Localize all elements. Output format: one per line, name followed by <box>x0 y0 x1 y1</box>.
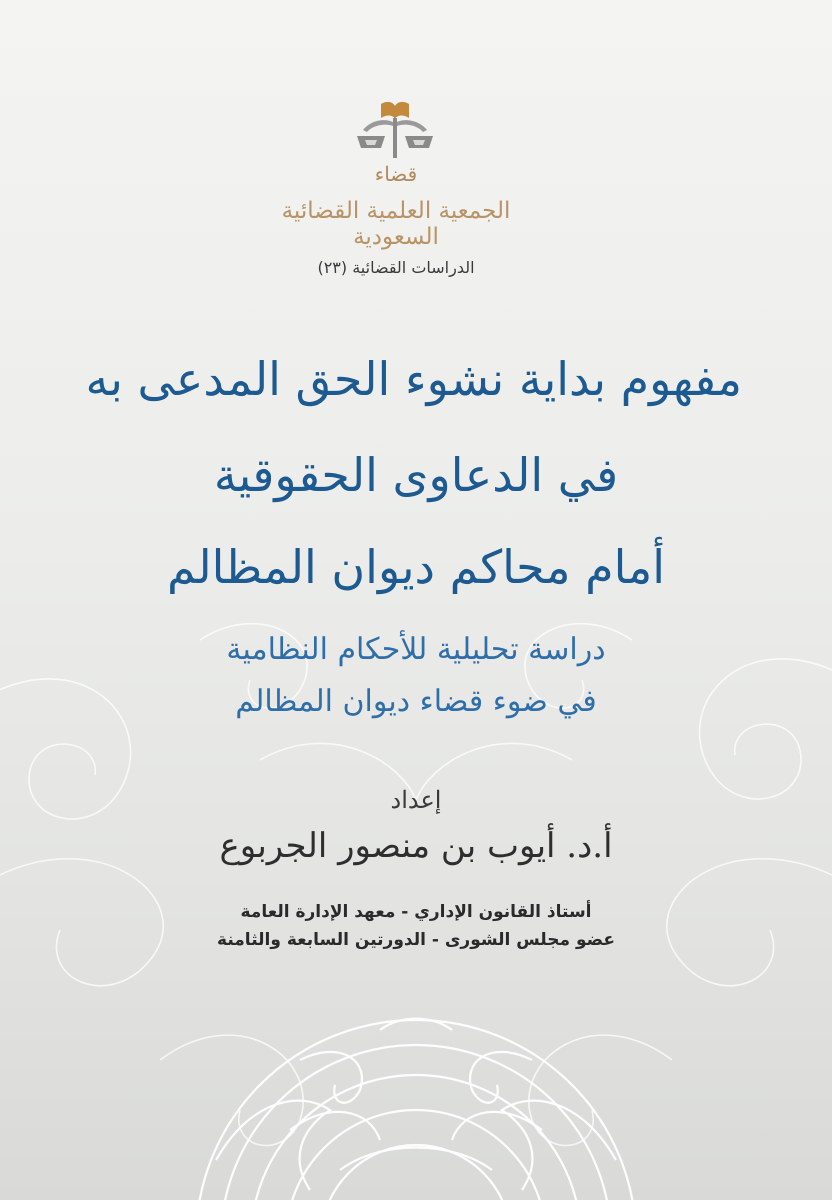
book-and-scales-logo-icon <box>351 98 439 160</box>
series-label: الدراسات القضائية (٢٣) <box>317 258 475 277</box>
subtitle-line-2: في ضوء قضاء ديوان المظالم <box>235 684 597 719</box>
prepared-by-label: إعداد <box>390 786 442 814</box>
author-affiliation-1: أستاذ القانون الإداري - معهد الإدارة العامة <box>240 902 592 922</box>
title-line-2: في الدعاوى الحقوقية <box>213 448 619 502</box>
author-affiliation-2: عضو مجلس الشورى - الدورتين السابعة والثامنة <box>217 930 615 950</box>
title-line-1: مفهوم بداية نشوء الحق المدعى به <box>85 352 742 406</box>
author-name: أ.د. أيوب بن منصور الجربوع <box>219 826 613 866</box>
title-line-3: أمام محاكم ديوان المظالم <box>166 540 666 594</box>
brand-word: قضاء <box>374 162 418 186</box>
subtitle-line-1: دراسة تحليلية للأحكام النظامية <box>226 632 606 667</box>
organization-name: الجمعية العلمية القضائية السعودية <box>281 198 511 250</box>
